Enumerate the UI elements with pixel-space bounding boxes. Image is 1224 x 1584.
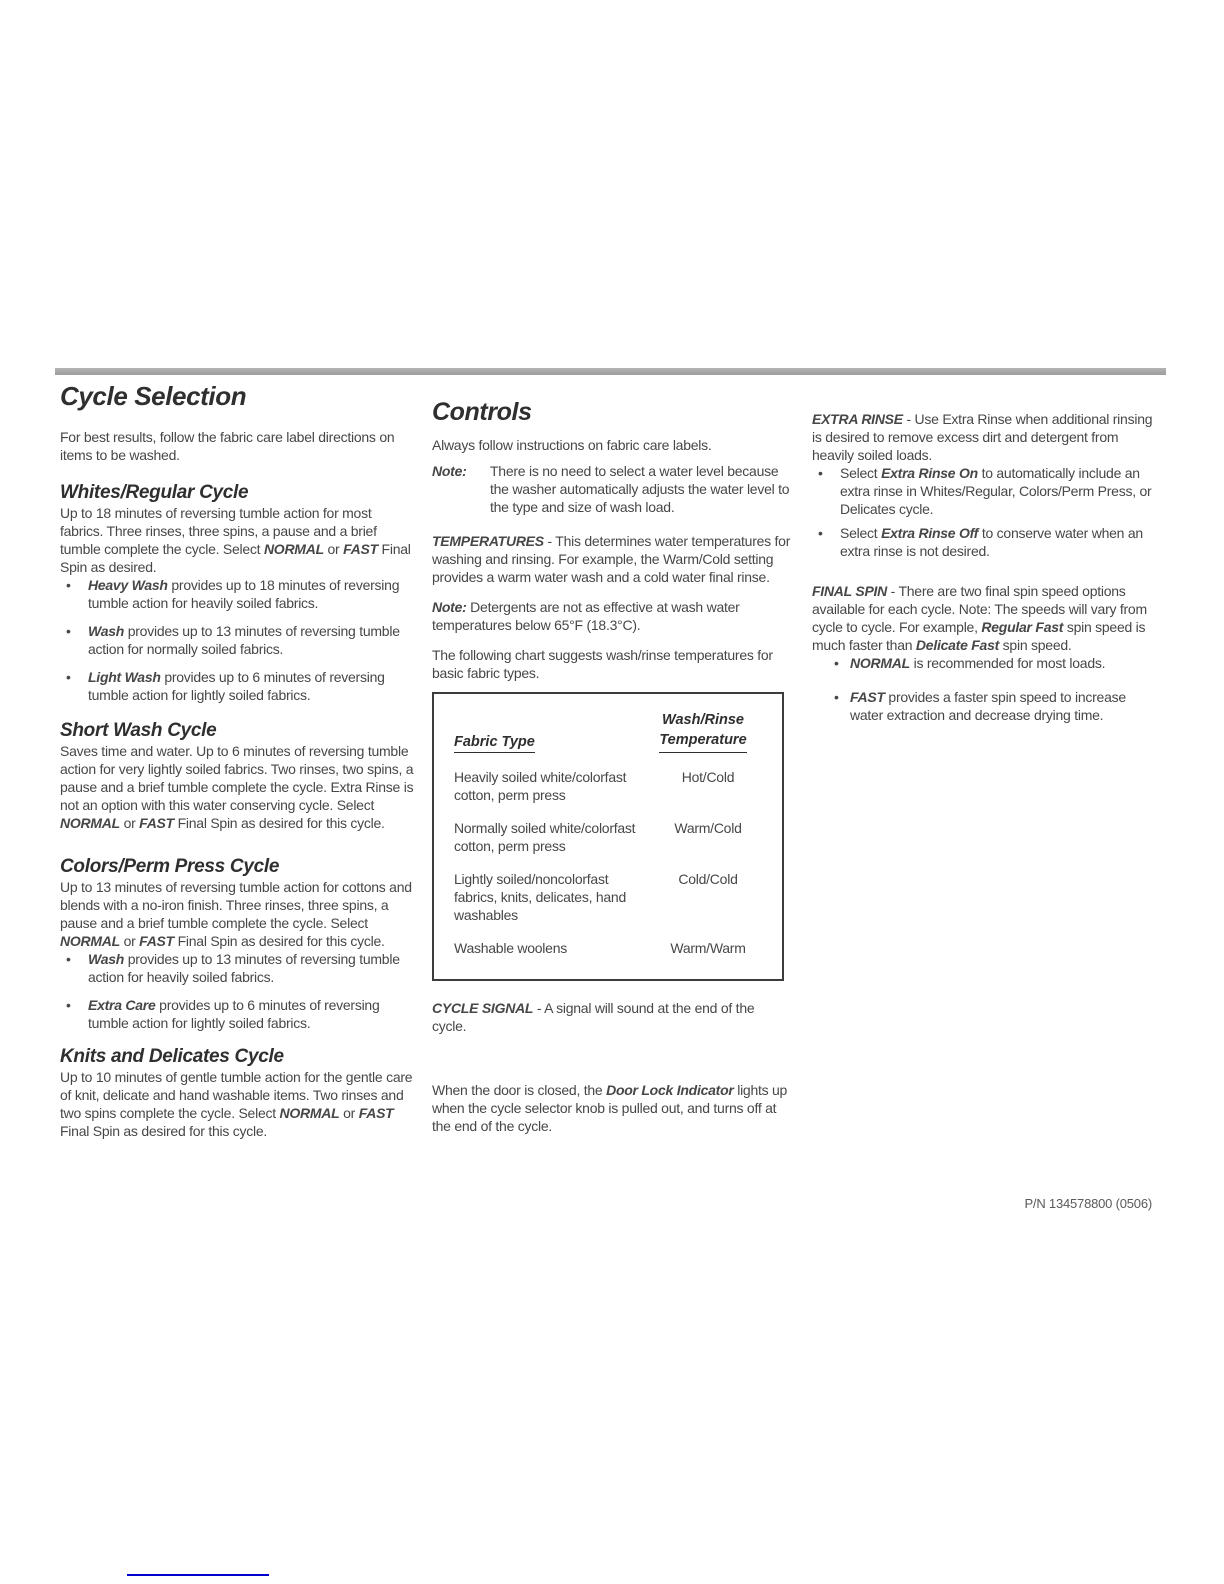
extra-rinse-bullet-list bbox=[812, 464, 1162, 560]
list-item: • Select Extra Rinse Off to conserve water when an extra rinse is not desired. bbox=[812, 524, 1162, 560]
list-item: • Wash provides up to 13 minutes of reversing tumble action for normally soiled fabrics. bbox=[60, 622, 418, 658]
table-row bbox=[454, 870, 768, 924]
cycle-selection-title: Cycle Selection bbox=[60, 381, 247, 411]
temperature-cell: Warm/Warm bbox=[670, 940, 746, 956]
water-level-note bbox=[432, 462, 792, 516]
extra-rinse-paragraph: EXTRA RINSE - Use Extra Rinse when additional rinsing is desired to remove excess dirt and detergent from heavily soiled loads. bbox=[812, 411, 1153, 463]
short-wash-body: Saves time and water. Up to 6 minutes of reversing tumble action for very lightly soiled fabrics. Two rinses, two spins, a pause and a brief tumble complete the cycle. Extra Rinse is not an option with this water conserving cycle. Select NORMAL or FAST Final Spin as desired for this cycle. bbox=[60, 743, 414, 831]
note-text: There is no need to select a water level because the washer automatically adjusts the water level to the type and size of wash load. bbox=[490, 463, 790, 515]
wash-rinse-temperature-header: Wash/Rinse Temperature bbox=[638, 710, 768, 753]
cycle-selection-intro: For best results, follow the fabric care label directions on items to be washed. bbox=[60, 429, 395, 463]
controls-column bbox=[432, 398, 792, 1135]
temperature-cell: Warm/Cold bbox=[674, 820, 742, 836]
footer-blue-line bbox=[127, 1574, 269, 1576]
short-wash-heading: Short Wash Cycle bbox=[60, 720, 217, 741]
whites-regular-heading: Whites/Regular Cycle bbox=[60, 482, 249, 503]
colors-perm-press-bullet-list bbox=[60, 950, 418, 1032]
list-item: • NORMAL is recommended for most loads. bbox=[826, 654, 1162, 672]
list-item: • FAST provides a faster spin speed to increase water extraction and decrease drying time. bbox=[826, 688, 1162, 724]
door-lock-paragraph: When the door is closed, the Door Lock Indicator lights up when the cycle selector knob is pulled out, and turns off at the end of the cycle. bbox=[432, 1082, 788, 1134]
fabric-type-header: Fabric Type bbox=[454, 734, 638, 753]
list-item: • Heavy Wash provides up to 18 minutes of reversing tumble action for heavily soiled fabrics. bbox=[60, 576, 418, 612]
knits-delicates-heading: Knits and Delicates Cycle bbox=[60, 1046, 284, 1067]
fabric-type-cell: Lightly soiled/noncolorfast fabrics, knits, delicates, hand washables bbox=[454, 871, 627, 923]
whites-regular-body: Up to 18 minutes of reversing tumble action for most fabrics. Three rinses, three spins, a pause and a brief tumble complete the cycle. Select NORMAL or FAST Final Spin as desired. bbox=[60, 505, 411, 575]
wash-rinse-temperature-table bbox=[432, 692, 784, 981]
whites-regular-bullet-list bbox=[60, 576, 418, 704]
chart-intro: The following chart suggests wash/rinse temperatures for basic fabric types. bbox=[432, 647, 773, 681]
table-header-row bbox=[454, 710, 768, 753]
list-item: • Light Wash provides up to 6 minutes of reversing tumble action for lightly soiled fabrics. bbox=[60, 668, 418, 704]
list-item: • Extra Care provides up to 6 minutes of reversing tumble action for lightly soiled fabrics. bbox=[60, 996, 418, 1032]
controls-intro: Always follow instructions on fabric care labels. bbox=[432, 437, 712, 453]
temperatures-paragraph: TEMPERATURES - This determines water temperatures for washing and rinsing. For example, the Warm/Cold setting provides a warm water wash and a cold water final rinse. bbox=[432, 533, 791, 585]
table-row bbox=[454, 939, 768, 957]
colors-perm-press-body: Up to 13 minutes of reversing tumble action for cottons and blends with a no-iron finish. Three rinses, three spins, a pause and a brief tumble complete the cycle. Select NORMAL or FAST Final Spin as desired for this cycle. bbox=[60, 879, 412, 949]
list-item: • Select Extra Rinse On to automatically include an extra rinse in Whites/Regular, Colors/Perm Press, or Delicates cycle. bbox=[812, 464, 1162, 518]
section-divider-rule bbox=[55, 368, 1166, 375]
final-spin-paragraph: FINAL SPIN - There are two final spin speed options available for each cycle. Note: The speeds will vary from cycle to cycle. For example, Regular Fast spin speed is much faster than Delicate Fast spin speed. bbox=[812, 583, 1147, 653]
final-spin-bullet-list bbox=[826, 654, 1162, 724]
cycle-selection-column bbox=[60, 382, 418, 1140]
colors-perm-press-heading: Colors/Perm Press Cycle bbox=[60, 856, 280, 877]
fabric-type-cell: Heavily soiled white/colorfast cotton, perm press bbox=[454, 769, 627, 803]
table-row bbox=[454, 768, 768, 804]
knits-delicates-body: Up to 10 minutes of gentle tumble action for the gentle care of knit, delicate and hand washable items. Two rinses and two spins complete the cycle. Select NORMAL or FAST Final Spin as desired for this cycle. bbox=[60, 1069, 413, 1139]
cycle-signal-paragraph: CYCLE SIGNAL - A signal will sound at the end of the cycle. bbox=[432, 1000, 755, 1034]
temperature-cell: Hot/Cold bbox=[681, 769, 735, 785]
part-number: P/N 134578800 (0506) bbox=[1024, 1196, 1152, 1211]
fabric-type-cell: Normally soiled white/colorfast cotton, perm press bbox=[454, 820, 636, 854]
detergent-note: Note: Detergents are not as effective at wash water temperatures below 65°F (18.3°C). bbox=[432, 599, 740, 633]
controls-title: Controls bbox=[432, 398, 532, 426]
fabric-type-cell: Washable woolens bbox=[454, 940, 567, 956]
note-label: Note: bbox=[432, 463, 467, 479]
temperature-cell: Cold/Cold bbox=[678, 871, 738, 887]
list-item: • Wash provides up to 13 minutes of reversing tumble action for heavily soiled fabrics. bbox=[60, 950, 418, 986]
options-column bbox=[812, 410, 1162, 724]
table-row bbox=[454, 819, 768, 855]
